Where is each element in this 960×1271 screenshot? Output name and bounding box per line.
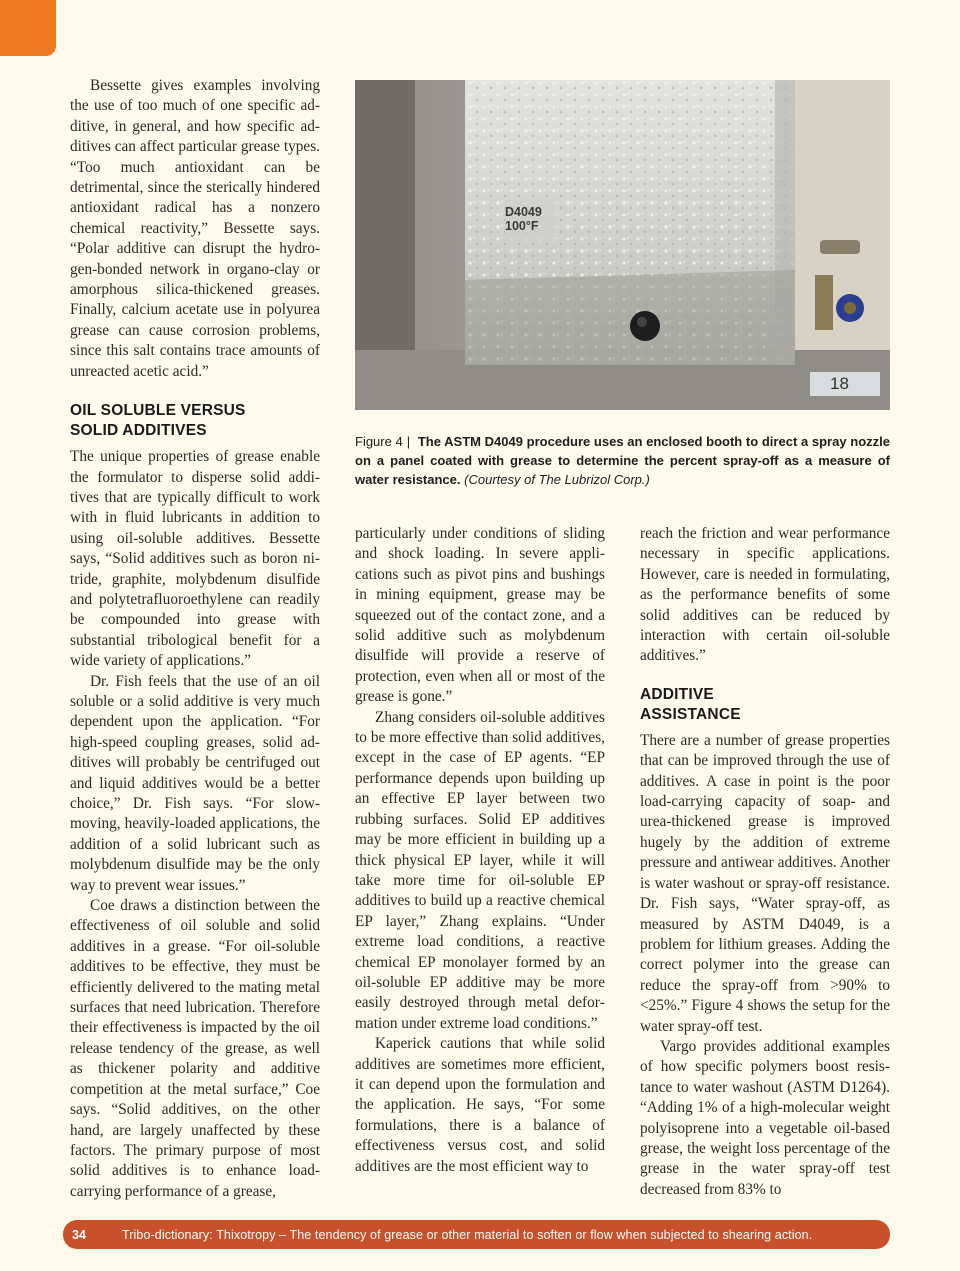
valve-center	[844, 302, 856, 314]
figure-4-photo	[355, 80, 890, 410]
booth-floor-shadow	[465, 270, 795, 365]
booth-label-line: D4049	[505, 205, 542, 219]
pipe-fitting	[820, 240, 860, 254]
paragraph: There are a number of grease properties that can be improved through the use of additives. A case in point is the poor load-carrying capacity of soap- and urea-thickened grease is improved hugely by the addition of extreme pressure and antiwear additives. Another is water washout or spray-off resistance. Dr. Fish says, “Water spray-off, as measured by ASTM D4049, is a problem for lithium greases. Adding the correct polymer into the grease can reduce the spray-off from >90% to <25%.” Figure 4 shows the setup for the water spray-off test.	[640, 731, 890, 1035]
caption-credit: (Courtesy of The Lubrizol Corp.)	[464, 472, 650, 487]
column-1	[70, 76, 320, 1202]
spray-booth-illustration	[355, 80, 890, 410]
caption-figure-number: Figure 4	[355, 434, 403, 449]
paragraph: reach the friction and wear performance necessary in specific applications. However, care is needed in formulating, as the performance benefits of some solid additives can be reduced by interaction with certain oil-soluble additives.”	[640, 525, 890, 665]
heading-line: OIL SOLUBLE VERSUS	[70, 402, 246, 420]
booth-label	[505, 205, 557, 233]
paragraph: particularly under conditions of sliding and shock loading. In severe applications such as pivot pins and bushings in mining equipment, grease may be squeezed out of the contact zone, and a solid additive such as molybdenum disulfide will provide a reserve of protection, even when all or most of the grease is gone.”	[355, 525, 605, 706]
paragraph: Bessette gives examples involving the use of too much of one specific additive, in general, and how specific additives can affect particular grease types. “Too much antioxidant can be detrimental, since the sterically hindered antioxidant radical has a nonzero chemical reactivity,” Bessette says. “Polar additive can disrupt the hydrogen-bonded network in organo-clay or amorphous silica-thickened greases. Finally, calcium acetate use in polyurea grease can cause corrosion problems, since this salt contains trace amounts of unreacted acetic acid.”	[70, 77, 320, 380]
station-number: 18	[830, 374, 849, 393]
corner-color-tab	[0, 0, 56, 56]
tribo-dictionary-text: Tribo-dictionary: Thixotropy – The tendency of grease or other material to soften or flow when subjected to shearing action.	[122, 1227, 813, 1242]
section-heading-oil-soluble	[70, 401, 320, 441]
brass-pipe	[815, 275, 833, 330]
column-2	[355, 524, 605, 1177]
figure-caption	[355, 432, 890, 489]
paragraph: Zhang considers oil-soluble additives to be more effective than solid additives, except in the case of EP agents. “EP performance depends upon building up an effective EP layer between two rubbing surfaces. Solid EP additives may be more efficient in building up a thick physical EP layer, while it will take more time for oil-soluble EP additives to build up a reactive chemical EP layer,” Zhang explains. “Under extreme load conditions, a reactive chemical EP monolayer formed by an oil-soluble EP additive may be more easily destroyed through metal deformation under extreme load conditions.”	[355, 708, 605, 1032]
footer-bar	[63, 1220, 890, 1249]
heading-line: ADDITIVE	[640, 685, 714, 703]
knob-highlight	[637, 317, 647, 327]
caption-separator: |	[406, 434, 411, 449]
caption-text: The ASTM D4049 procedure uses an enclosed booth to direct a spray nozzle on a panel coated with grease to determine the percent spray-off as a measure of water resistance.	[355, 434, 890, 487]
page-number: 34	[72, 1227, 86, 1242]
paragraph: Kaperick cautions that while solid additives are sometimes more efficient, it can depend upon the formulation and the application. He says, “For some formulations, there is a balance of effectiveness versus cost, and solid additives are the most efficient way to	[355, 1035, 605, 1175]
paragraph: Vargo provides additional examples of how specific polymers boost resistance to water washout (ASTM D1264). “Adding 1% of a high-molecular weight polyisoprene into a vegetable oil-based grease, the weight loss percentage of the grease in the water spray-off test decreased from 83% to	[640, 1037, 890, 1198]
column-3	[640, 524, 890, 1200]
heading-line: SOLID ADDITIVES	[70, 422, 207, 440]
heading-line: ASSISTANCE	[640, 705, 741, 723]
paragraph: The unique properties of grease enable the formulator to disperse solid additives that are typically difficult to work with in fluid lubricants in addition to using oil-soluble additives. Bessette says, “Solid additives such as boron nitride, graphite, molybdenum disulfide and polytetrafluoroethylene can readily be compounded into grease with substantial tribological benefit for a wide variety of applications.”	[70, 448, 320, 670]
paragraph: Coe draws a distinction between the effectiveness of oil soluble and solid additives in a grease. “For oil-soluble additives to be effective, they must be efficiently delivered to the mating metal surfaces that need lubrication. Therefore their effectiveness is impacted by the oil release tendency of the grease, as well as thickener polarity and additive competition at the metal surface,” Coe says. “Solid additives, on the other hand, are largely unaffected by these factors. The primary purpose of most solid additives is to enhance load-carrying performance of a grease,	[70, 897, 320, 1200]
section-heading-additive-assistance	[640, 685, 890, 725]
booth-label-line: 100°F	[505, 219, 539, 233]
paragraph: Dr. Fish feels that the use of an oil soluble or a solid additive is very much dependent upon the application. “For high-speed coupling greases, solid additives will probably be centrifuged out and liquid additives would be a better choice,” Dr. Fish says. “For slow-moving, heavily-loaded applications, the addition of a solid lubricant such as molybdenum disulfide may be the only way to prevent wear issues.”	[70, 672, 320, 894]
